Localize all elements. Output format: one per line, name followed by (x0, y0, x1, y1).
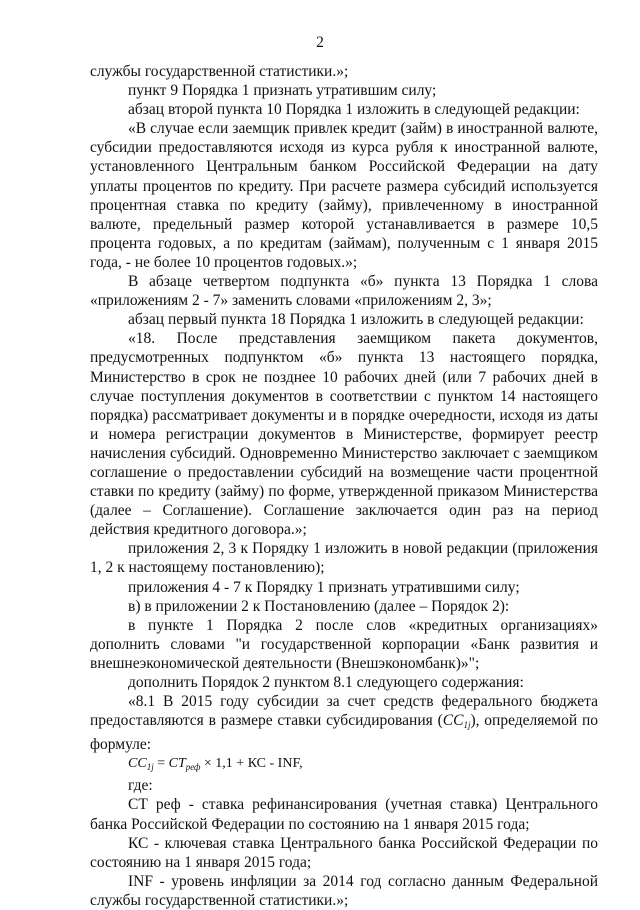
paragraph: дополнить Порядок 2 пунктом 8.1 следующего содержания: (128, 674, 524, 691)
page-number: 2 (316, 34, 324, 51)
paragraph: INF - уровень инфляции за 2014 год согласно данным Федеральной службы государственной статистики.»; (90, 872, 598, 909)
paragraph: приложения 2, 3 к Порядку 1 изложить в новой редакции (приложения 1, 2 к настоящему постановлению); (90, 540, 598, 577)
formula-term: CT (168, 756, 186, 772)
formula-lhs-subscript: 1j (146, 762, 154, 773)
paragraph: «18. После представления заемщиком пакета документов, предусмотренных подпунктом «б» пункта 13 настоящего порядка, Министерство в срок не позднее 10 рабочих дней (или 7 рабочих дней в случае поступления документов в соответствии с пунктом 14 настоящего порядка) рассматривает документы и в порядке очередности, исходя из даты и номера регистрации документов в Министерстве, формирует реестр начисления субсидий. Одновременно Министерство заключает с заемщиком соглашение о предоставлении субсидий на возмещение части процентной ставки по кредиту (займу) по форме, утвержденной приказом Министерства (далее – Соглашение). Соглашение заключается один раз на период действия кредитного договора.»; (90, 330, 598, 539)
paragraph: службы государственной статистики.»; (90, 63, 349, 80)
document-body (90, 62, 598, 910)
formula-equals: = (153, 756, 169, 772)
paragraph-text: «8.1 В 2015 году субсидии за счет средств федерального бюджета предоставляются в размере ставки субсидирования ( (90, 693, 598, 730)
paragraph: пункт 9 Порядка 1 признать утратившим силу; (128, 82, 437, 100)
paragraph: В абзаце четвертом подпункта «б» пункта 13 Порядка 1 слова «приложениям 2 - 7» заменить словами «приложениям 2, 3»; (90, 273, 598, 310)
formula-rest: × 1,1 + КС - INF, (200, 756, 303, 772)
paragraph: «В случае если заемщик привлек кредит (займ) в иностранной валюте, субсидии предоставляются исходя из курса рубля к иностранной валюте, установленного Центральным банком Российской Федерации на дату уплаты процентов по кредиту. При расчете размера субсидий используется процентная ставка по кредиту (займу), привлеченному в иностранной валюте, предельный размер которой устанавливается в размере 10,5 процента годовых, а по кредитам (займам), полученным с 1 января 2015 года, - не более 10 процентов годовых.»; (90, 120, 598, 271)
paragraph: абзац первый пункта 18 Порядка 1 изложить в следующей редакции: (128, 311, 584, 329)
rate-symbol: CC (442, 712, 464, 730)
paragraph: СТ реф - ставка рефинансирования (учетная ставка) Центрального банка Российской Федерации по состоянию на 1 января 2015 года; (90, 796, 598, 833)
paragraph: приложения 4 - 7 к Порядку 1 признать утратившими силу; (128, 578, 520, 596)
paragraph-text: ), определяемой по формуле: (90, 712, 598, 754)
rate-symbol-subscript: 1j (463, 720, 471, 731)
formula-term-subscript: реф (185, 762, 201, 773)
paragraph-subsidy-rate (90, 692, 598, 754)
paragraph: где: (128, 777, 153, 795)
paragraph: в пункте 1 Порядка 2 после слов «кредитных организациях» дополнить словами "и государственной корпорации «Банк развития и внешнеэкономической деятельности (Внешэкономбанк)»"; (90, 616, 598, 672)
formula-lhs: CC (128, 756, 147, 772)
paragraph: абзац второй пункта 10 Порядка 1 изложить в следующей редакции: (128, 101, 580, 119)
formula (90, 754, 598, 776)
paragraph: в) в приложении 2 к Постановлению (далее – Порядок 2): (128, 597, 510, 615)
paragraph: КС - ключевая ставка Центрального банка Российской Федерации по состоянию на 1 января 2015 года; (90, 834, 598, 871)
